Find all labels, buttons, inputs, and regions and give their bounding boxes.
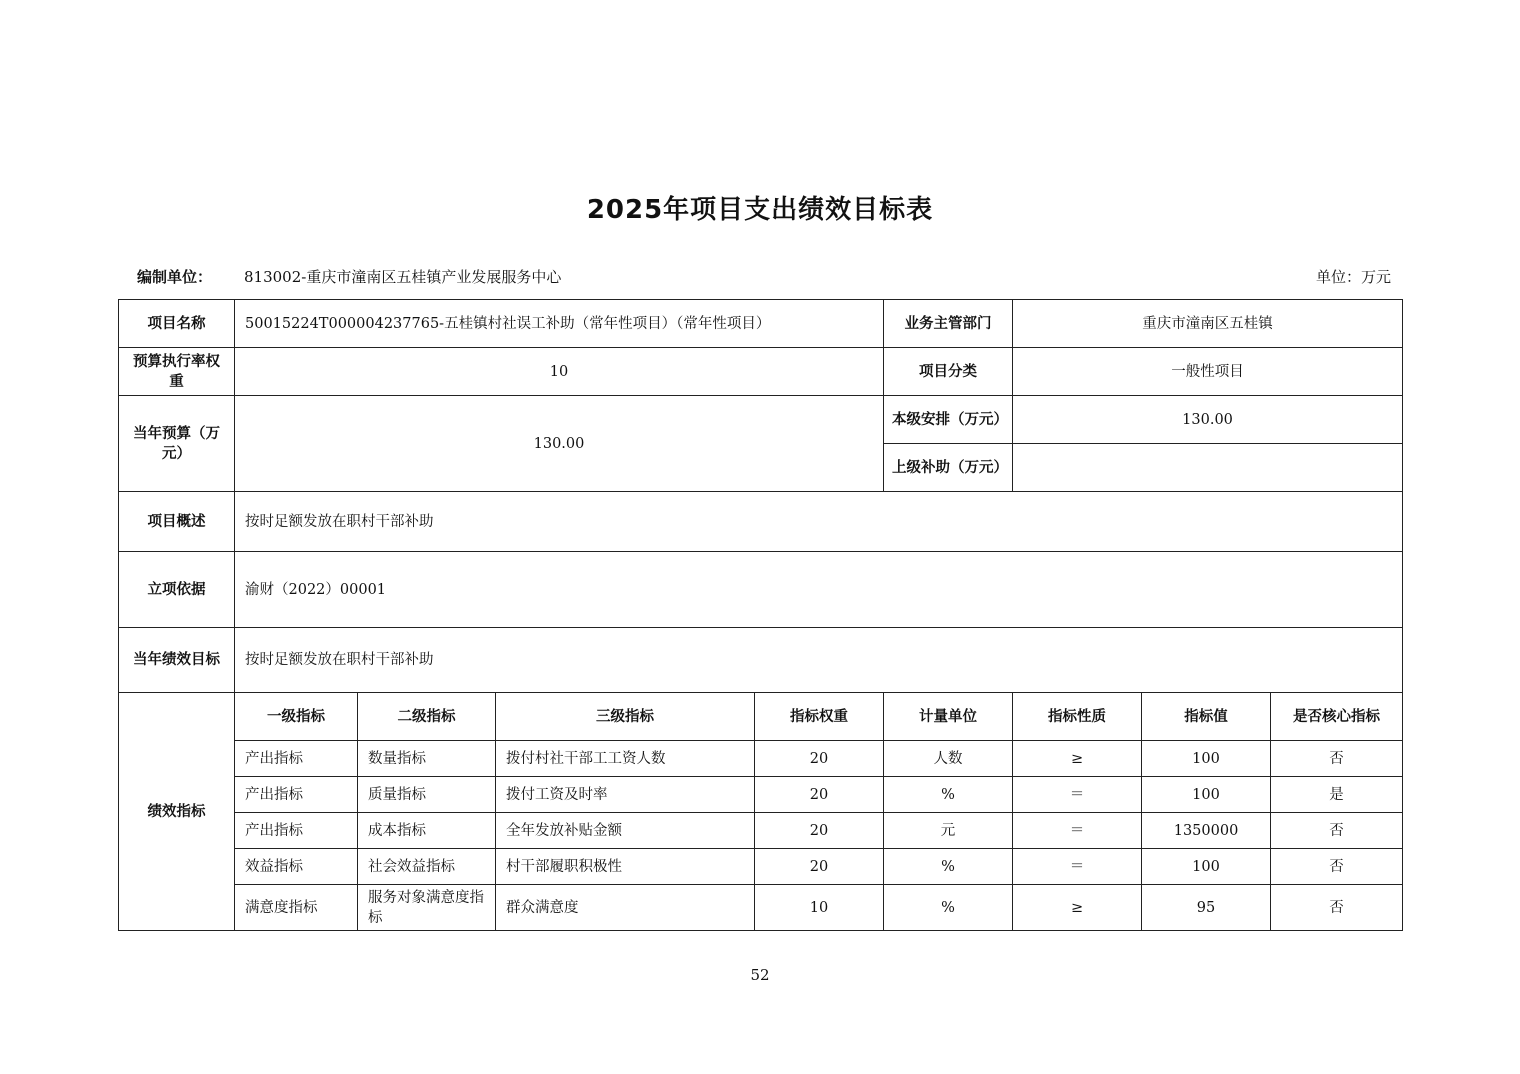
overview-value: 按时足额发放在职村干部补助 — [235, 492, 1403, 552]
row-budget-local — [119, 396, 1403, 444]
dept-value: 重庆市潼南区五桂镇 — [1013, 300, 1403, 348]
level3-cell: 拨付工资及时率 — [496, 777, 755, 813]
weight-label: 预算执行率权重 — [119, 348, 235, 396]
level2-cell: 成本指标 — [358, 813, 496, 849]
goal-label: 当年绩效目标 — [119, 628, 235, 693]
level1-cell: 满意度指标 — [235, 885, 358, 931]
upper-label: 上级补助（万元） — [884, 444, 1013, 492]
col-header: 指标性质 — [1013, 693, 1142, 741]
level1-cell: 产出指标 — [235, 777, 358, 813]
core-cell: 否 — [1271, 741, 1403, 777]
unit-cell: 元 — [884, 813, 1013, 849]
level1-cell: 产出指标 — [235, 741, 358, 777]
table-row — [119, 849, 1403, 885]
row-weight — [119, 348, 1403, 396]
org-value: 813002-重庆市潼南区五桂镇产业发展服务中心 — [244, 268, 562, 286]
page-title: 2025年项目支出绩效目标表 — [586, 195, 934, 225]
col-header: 是否核心指标 — [1271, 693, 1403, 741]
nature-cell: ＝ — [1013, 849, 1142, 885]
basis-label: 立项依据 — [119, 552, 235, 628]
dept-label: 业务主管部门 — [884, 300, 1013, 348]
weight-value: 10 — [235, 348, 884, 396]
category-label: 项目分类 — [884, 348, 1013, 396]
core-cell: 是 — [1271, 777, 1403, 813]
level1-cell: 效益指标 — [235, 849, 358, 885]
weight-cell: 20 — [755, 849, 884, 885]
col-header: 三级指标 — [496, 693, 755, 741]
col-header: 指标值 — [1142, 693, 1271, 741]
level3-cell: 拨付村社干部工工资人数 — [496, 741, 755, 777]
core-cell: 否 — [1271, 813, 1403, 849]
core-cell: 否 — [1271, 885, 1403, 931]
nature-cell: ＝ — [1013, 777, 1142, 813]
unit-cell: % — [884, 777, 1013, 813]
level2-cell: 服务对象满意度指标 — [358, 885, 496, 931]
indicators-section-label: 绩效指标 — [119, 693, 235, 931]
level3-cell: 村干部履职积极性 — [496, 849, 755, 885]
org-label: 编制单位： — [137, 268, 213, 286]
value-cell: 1350000 — [1142, 813, 1271, 849]
weight-cell: 20 — [755, 777, 884, 813]
unit-cell: 人数 — [884, 741, 1013, 777]
unit-label: 单位：万元 — [1315, 268, 1391, 286]
row-goal — [119, 628, 1403, 693]
value-cell: 95 — [1142, 885, 1271, 931]
table-row — [119, 777, 1403, 813]
table-row — [119, 885, 1403, 931]
table-row — [119, 741, 1403, 777]
performance-table — [118, 299, 1403, 931]
local-value: 130.00 — [1013, 396, 1403, 444]
value-cell: 100 — [1142, 777, 1271, 813]
weight-cell: 20 — [755, 741, 884, 777]
unit-cell: % — [884, 849, 1013, 885]
weight-cell: 10 — [755, 885, 884, 931]
budget-label: 当年预算（万元） — [119, 396, 235, 492]
col-header: 指标权重 — [755, 693, 884, 741]
goal-value: 按时足额发放在职村干部补助 — [235, 628, 1403, 693]
value-cell: 100 — [1142, 741, 1271, 777]
budget-value: 130.00 — [235, 396, 884, 492]
weight-cell: 20 — [755, 813, 884, 849]
row-project-name — [119, 300, 1403, 348]
basis-value: 渝财（2022）00001 — [235, 552, 1403, 628]
project-name-value: 50015224T000004237765-五桂镇村社误工补助（常年性项目）（常年性项目） — [235, 300, 884, 348]
level3-cell: 群众满意度 — [496, 885, 755, 931]
nature-cell: ≥ — [1013, 741, 1142, 777]
level3-cell: 全年发放补贴金额 — [496, 813, 755, 849]
nature-cell: ≥ — [1013, 885, 1142, 931]
level2-cell: 质量指标 — [358, 777, 496, 813]
level1-cell: 产出指标 — [235, 813, 358, 849]
row-overview — [119, 492, 1403, 552]
level2-cell: 社会效益指标 — [358, 849, 496, 885]
row-basis — [119, 552, 1403, 628]
category-value: 一般性项目 — [1013, 348, 1403, 396]
table-row — [119, 813, 1403, 849]
unit-cell: % — [884, 885, 1013, 931]
core-cell: 否 — [1271, 849, 1403, 885]
col-header: 二级指标 — [358, 693, 496, 741]
local-label: 本级安排（万元） — [884, 396, 1013, 444]
project-name-label: 项目名称 — [119, 300, 235, 348]
value-cell: 100 — [1142, 849, 1271, 885]
col-header: 计量单位 — [884, 693, 1013, 741]
upper-value — [1013, 444, 1403, 492]
level2-cell: 数量指标 — [358, 741, 496, 777]
page-number: 52 — [750, 966, 770, 984]
nature-cell: ＝ — [1013, 813, 1142, 849]
indicator-header-row — [119, 693, 1403, 741]
overview-label: 项目概述 — [119, 492, 235, 552]
col-header: 一级指标 — [235, 693, 358, 741]
